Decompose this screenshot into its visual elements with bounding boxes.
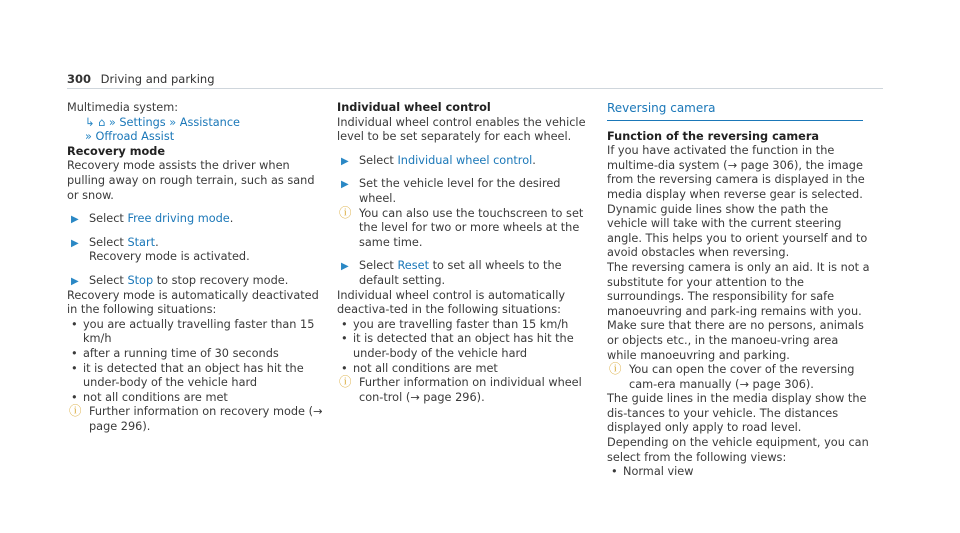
link-start[interactable]: Start [127, 235, 156, 249]
list-item: • you are travelling faster than 15 km/h [341, 317, 569, 331]
step-start-result: Recovery mode is activated. [89, 250, 250, 264]
nav-path-1 [67, 116, 329, 131]
chevron-icon: » [108, 115, 116, 129]
step-arrow-icon: ▶ [71, 214, 79, 226]
home-icon: ⌂ [98, 115, 106, 129]
list-item: • not all conditions are met [71, 390, 228, 404]
step-free-driving: ▶ Select Free driving mode. [67, 212, 329, 227]
link-stop[interactable]: Stop [127, 273, 154, 287]
recovery-description: Recovery mode assists the driver when pulling away on rough terrain, such as sand or snow. [67, 159, 315, 202]
info-note: ⓘ You can also use the touchscreen to set the level for two or more wheels at the same time. [339, 204, 584, 249]
nav-path-2 [67, 130, 329, 145]
info-icon: ⓘ [339, 374, 352, 390]
views-intro: Depending on the vehicle equipment, you can select from the following views: [607, 436, 869, 464]
chevron-icon: » [85, 130, 92, 144]
section-title: Reversing camera [607, 101, 716, 115]
nav-offroad-assist[interactable]: Offroad Assist [95, 130, 175, 144]
nav-settings[interactable]: Settings [119, 115, 166, 129]
list-item: • not all conditions are met [341, 361, 498, 375]
list-item: • it is detected that an object has hit the under-body of the vehicle hard [341, 332, 574, 360]
return-arrow-icon: ↳ [85, 115, 95, 129]
link-reset[interactable]: Reset [397, 259, 430, 273]
info-note: ⓘ Further information on recovery mode (→ page 296). [69, 403, 323, 433]
step-arrow-icon: ▶ [71, 237, 79, 249]
nav-assistance[interactable]: Assistance [179, 115, 240, 129]
link-individual-wheel-control[interactable]: Individual wheel control [397, 153, 533, 167]
heading-wheel-control: Individual wheel control [337, 101, 491, 114]
info-icon: ⓘ [609, 361, 622, 377]
page-header [67, 72, 215, 86]
column-recovery-mode [67, 101, 329, 434]
guide-lines-text: The guide lines in the media display show the dis-tances to your vehicle. The distances displayed only apply to road level. [607, 392, 867, 435]
wheel-control-description: Individual wheel control enables the vehicle level to be set separately for each wheel. [337, 115, 586, 144]
step-arrow-icon: ▶ [341, 261, 349, 273]
column-wheel-control [337, 101, 597, 405]
camera-description: If you have activated the function in the multime-dia system (→ page 306), the image from the reversing camera is displayed in the media display when reverse gear is selected. Dynamic guide lines show the path the vehicle will take with the current steering angle. This helps you to orient yourself and to avoid obstacles when reversing. [607, 144, 868, 260]
header-divider [67, 88, 883, 89]
deactivation-intro: Individual wheel control is automatically deactiva-ted in the following situations: [337, 288, 566, 317]
step-select-wheel-control: ▶ Select Individual wheel control. [337, 154, 597, 169]
step-stop: ▶ Select Stop to stop recovery mode. [67, 274, 329, 289]
camera-warning: The reversing camera is only an aid. It is not a substitute for your attention to the surroundings. The responsibility for safe manoeuvring and park-ing remains with you. Make sure that there are no persons, animals or objects etc., in the manoeu-vring area while manoeuvring and parking. [607, 260, 870, 362]
heading-camera-function: Function of the reversing camera [607, 129, 820, 143]
heading-recovery-mode: Recovery mode [67, 144, 165, 158]
step-arrow-icon: ▶ [71, 275, 79, 287]
list-item: • you are actually travelling faster than 15 km/h [71, 317, 315, 346]
step-start: ▶ Select Start. Recovery mode is activated. [71, 235, 250, 264]
multimedia-intro: Multimedia system: [67, 101, 179, 114]
step-arrow-icon: ▶ [341, 155, 349, 167]
deactivation-intro: Recovery mode is automatically deactivated in the following situations: [67, 288, 319, 317]
link-free-driving-mode[interactable]: Free driving mode [127, 212, 230, 226]
page-number: 300 [67, 72, 92, 86]
info-note: ⓘ Further information on individual wheel con-trol (→ page 296). [339, 374, 582, 404]
chevron-icon: » [169, 115, 177, 129]
list-item: • it is detected that an object has hit the under-body of the vehicle hard [71, 361, 304, 390]
info-note: ⓘ You can open the cover of the reversing cam-era manually (→ page 306). [609, 361, 855, 391]
step-arrow-icon: ▶ [341, 179, 349, 191]
info-icon: ⓘ [339, 204, 352, 220]
info-icon: ⓘ [69, 403, 82, 419]
list-item: • after a running time of 30 seconds [71, 346, 279, 360]
step-reset: ▶ Select Reset to set all wheels to the default setting. [341, 259, 562, 287]
list-item: • Normal view [611, 465, 694, 479]
section-name: Driving and parking [100, 72, 215, 86]
step-set-level: ▶ Set the vehicle level for the desired wheel. [341, 177, 561, 205]
column-reversing-camera [607, 101, 871, 480]
